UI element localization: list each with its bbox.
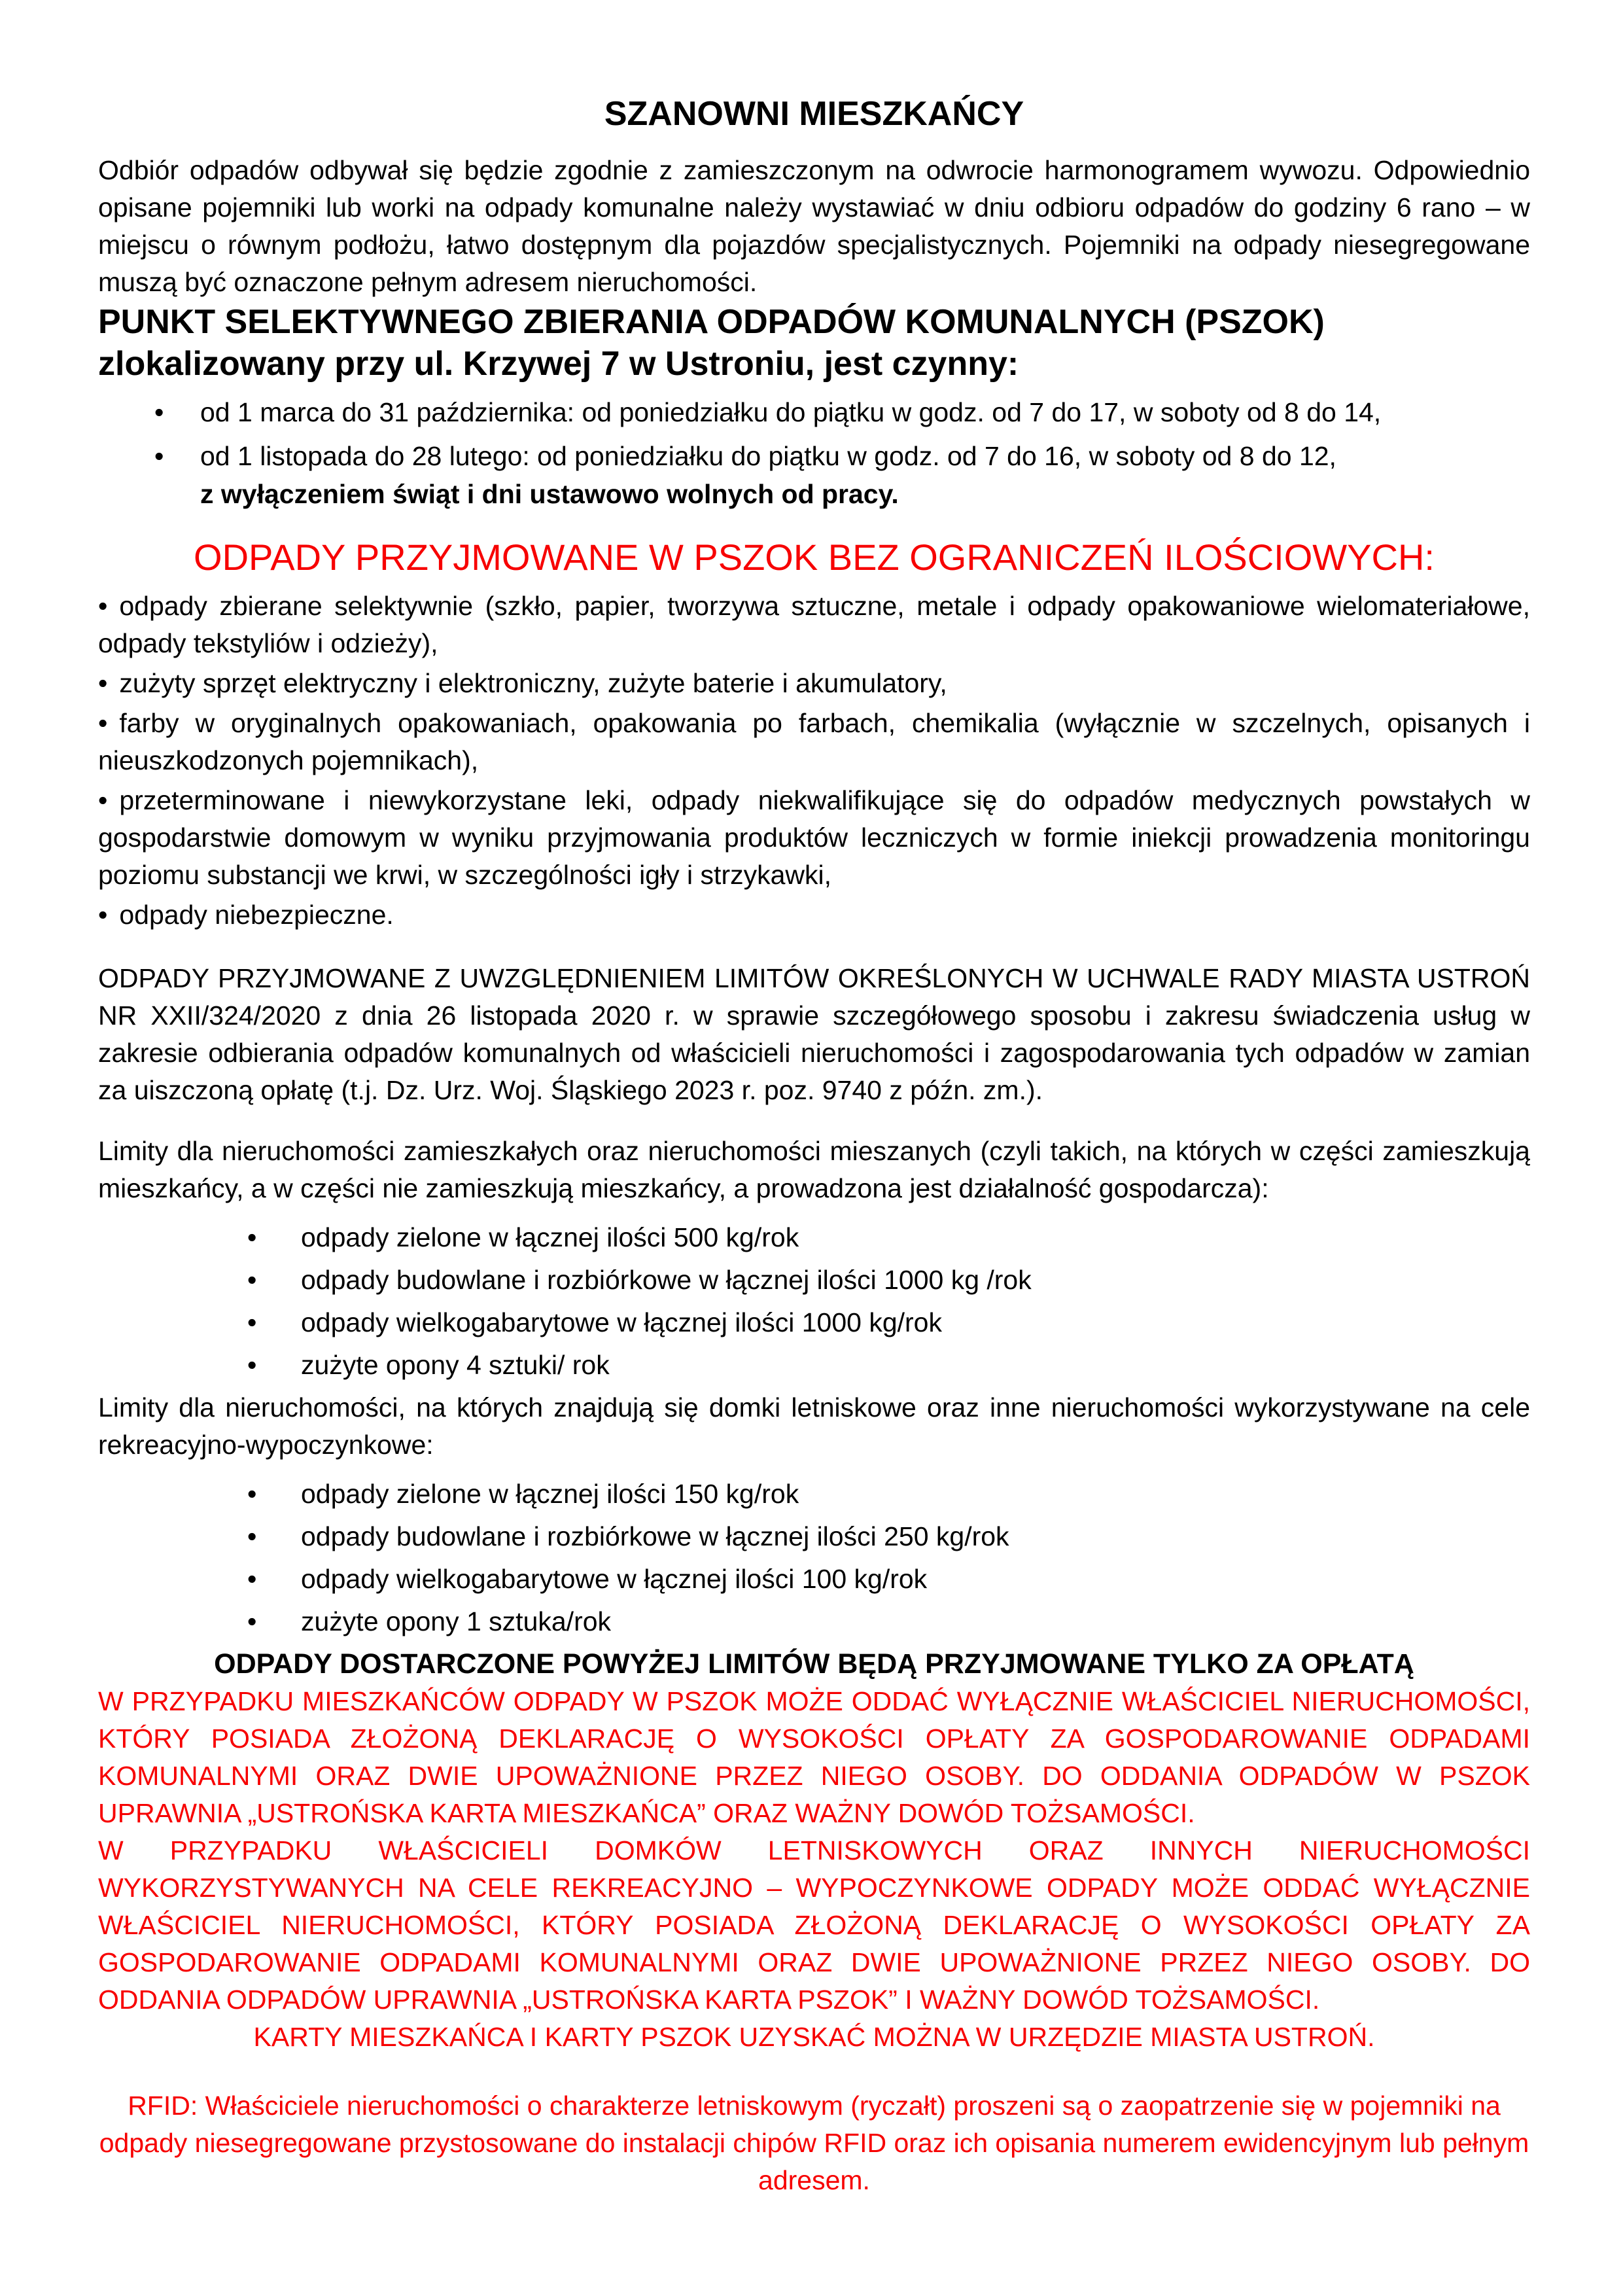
opening-hours-list [98, 394, 1530, 513]
limit-value: zużyte opony 4 sztuki/ rok [301, 1350, 610, 1380]
list-item [98, 1304, 1530, 1341]
recreational-limits-list [98, 1475, 1530, 1640]
hours-winter: od 1 listopada do 28 lutego: od poniedziałku do piątku w godz. od 7 do 16, w soboty od 8 do 12, [200, 441, 1336, 471]
list-item [98, 394, 1530, 431]
residential-limits-list [98, 1219, 1530, 1384]
hours-holiday-note: z wyłączeniem świąt i dni ustawowo wolnych od pracy. [200, 479, 899, 509]
cards-info-line: KARTY MIESZKAŃCA I KARTY PSZOK UZYSKAĆ MOŻNA W URZĘDZIE MIASTA USTROŃ. [253, 2022, 1375, 2052]
limit-value: odpady zielone w łącznej ilości 500 kg/rok [301, 1222, 799, 1252]
list-item [98, 438, 1530, 513]
no-limit-item: • odpady zbierane selektywnie (szkło, papier, tworzywa sztuczne, metale i odpady opakowaniowe wielomateriałowe, odpady tekstyliów i odzieży), [98, 588, 1530, 662]
list-item [98, 1219, 1530, 1256]
limit-value: odpady zielone w łącznej ilości 150 kg/rok [301, 1479, 799, 1509]
list-item [98, 1347, 1530, 1384]
over-limit-notice: ODPADY DOSTARCZONE POWYŻEJ LIMITÓW BĘDĄ PRZYJMOWANE TYLKO ZA OPŁATĄ [214, 1648, 1414, 1680]
limit-value: odpady budowlane i rozbiórkowe w łącznej ilości 1000 kg /rok [301, 1265, 1032, 1295]
red-notice-residents: W PRZYPADKU MIESZKAŃCÓW ODPADY W PSZOK MOŻE ODDAĆ WYŁĄCZNIE WŁAŚCICIEL NIERUCHOMOŚCI, KTÓRY POSIADA ZŁOŻONĄ DEKLARACJĘ O WYSOKOŚCI OPŁATY ZA GOSPODAROWANIE ODPADAMI KOMUNALNYMI ORAZ DWIE UPOWAŻNIONE PRZEZ NIEGO OSOBY. DO ODDANIA ODPADÓW W PSZOK UPRAWNIA „USTROŃSKA KARTA MIESZKAŃCA” ORAZ WAŻNY DOWÓD TOŻSAMOŚCI. [98, 1686, 1530, 1828]
list-item [98, 1561, 1530, 1598]
limit-value: odpady wielkogabarytowe w łącznej ilości 1000 kg/rok [301, 1307, 942, 1337]
no-limit-heading: ODPADY PRZYJMOWANE W PSZOK BEZ OGRANICZEŃ ILOŚCIOWYCH: [194, 537, 1435, 578]
limit-value: odpady wielkogabarytowe w łącznej ilości 100 kg/rok [301, 1564, 928, 1594]
red-notice-recreational: W PRZYPADKU WŁAŚCICIELI DOMKÓW LETNISKOWYCH ORAZ INNYCH NIERUCHOMOŚCI WYKORZYSTYWANYCH NA CELE REKREACYJNO – WYPOCZYNKOWE ODPADY MOŻE ODDAĆ WYŁĄCZNIE WŁAŚCICIEL NIERUCHOMOŚCI, KTÓRY POSIADA ZŁOŻONĄ DEKLARACJĘ O WYSOKOŚCI OPŁATY ZA GOSPODAROWANIE ODPADAMI KOMUNALNYMI ORAZ DWIE UPOWAŻNIONE PRZEZ NIEGO OSOBY. DO ODDANIA ODPADÓW UPRAWNIA „USTROŃSKA KARTA PSZOK” I WAŻNY DOWÓD TOŻSAMOŚCI. [98, 1835, 1530, 2015]
page-title: SZANOWNI MIESZKAŃCY [604, 95, 1024, 133]
no-limit-item: • przeterminowane i niewykorzystane leki, odpady niekwalifikujące się do odpadów medycznych powstałych w gospodarstwie domowym w wyniku przyjmowania produktów leczniczych w formie iniekcji prowadzenia monitoringu poziomu substancji we krwi, w szczególności igły i strzykawki, [98, 782, 1530, 894]
intro-paragraph: Odbiór odpadów odbywał się będzie zgodnie z zamieszczonym na odwrocie harmonogramem wywozu. Odpowiednio opisane pojemniki lub worki na odpady komunalne należy wystawiać w dniu odbioru odpadów do godziny 6 rano – w miejscu o równym podłożu, łatwo dostępnym dla pojazdów specjalistycznych. Pojemniki na odpady niesegregowane muszą być oznaczone pełnym adresem nieruchomości. [98, 155, 1530, 297]
limit-value: odpady budowlane i rozbiórkowe w łącznej ilości 250 kg/rok [301, 1521, 1009, 1551]
no-limit-item: • zużyty sprzęt elektryczny i elektroniczny, zużyte baterie i akumulatory, [98, 665, 1530, 702]
list-item [98, 1475, 1530, 1513]
residential-limits-intro: Limity dla nieruchomości zamieszkałych oraz nieruchomości mieszanych (czyli takich, na których w części zamieszkują mieszkańcy, a w części nie zamieszkują mieszkańcy, a prowadzona jest działalność gospodarcza): [98, 1136, 1530, 1203]
hours-summer: od 1 marca do 31 października: od poniedziałku do piątku w godz. od 7 do 17, w soboty od 8 do 14, [200, 397, 1382, 427]
no-limit-item: • odpady niebezpieczne. [98, 896, 1530, 934]
limit-value: zużyte opony 1 sztuka/rok [301, 1606, 612, 1636]
list-item [98, 1518, 1530, 1555]
no-limit-item: • farby w oryginalnych opakowaniach, opakowania po farbach, chemikalia (wyłącznie w szczelnych, opisanych i nieuszkodzonych pojemnikach), [98, 705, 1530, 779]
rfid-notice: RFID: Właściciele nieruchomości o charakterze letniskowym (ryczałt) proszeni są o zaopatrzenie się w pojemniki na odpady niesegregowane przystosowane do instalacji chipów RFID oraz ich opisania numerem ewidencyjnym lub pełnym adresem. [99, 2091, 1529, 2195]
list-item [98, 1262, 1530, 1299]
pszok-heading: PUNKT SELEKTYWNEGO ZBIERANIA ODPADÓW KOMUNALNYCH (PSZOK) zlokalizowany przy ul. Krzywej 7 w Ustroniu, jest czynny: [98, 303, 1325, 383]
limits-act-paragraph: ODPADY PRZYJMOWANE Z UWZGLĘDNIENIEM LIMITÓW OKREŚLONYCH W UCHWALE RADY MIASTA USTROŃ NR XXII/324/2020 z dnia 26 listopada 2020 r. w sprawie szczegółowego sposobu i zakresu świadczenia usług w zakresie odbierania odpadów komunalnych od właścicieli nieruchomości i zagospodarowania tych odpadów w zamian za uiszczoną opłatę (t.j. Dz. Urz. Woj. Śląskiego 2023 r. poz. 9740 z późn. zm.). [98, 963, 1530, 1105]
recreational-limits-intro: Limity dla nieruchomości, na których znajdują się domki letniskowe oraz inne nieruchomości wykorzystywane na cele rekreacyjno-wypoczynkowe: [98, 1392, 1530, 1460]
list-item [98, 1603, 1530, 1640]
